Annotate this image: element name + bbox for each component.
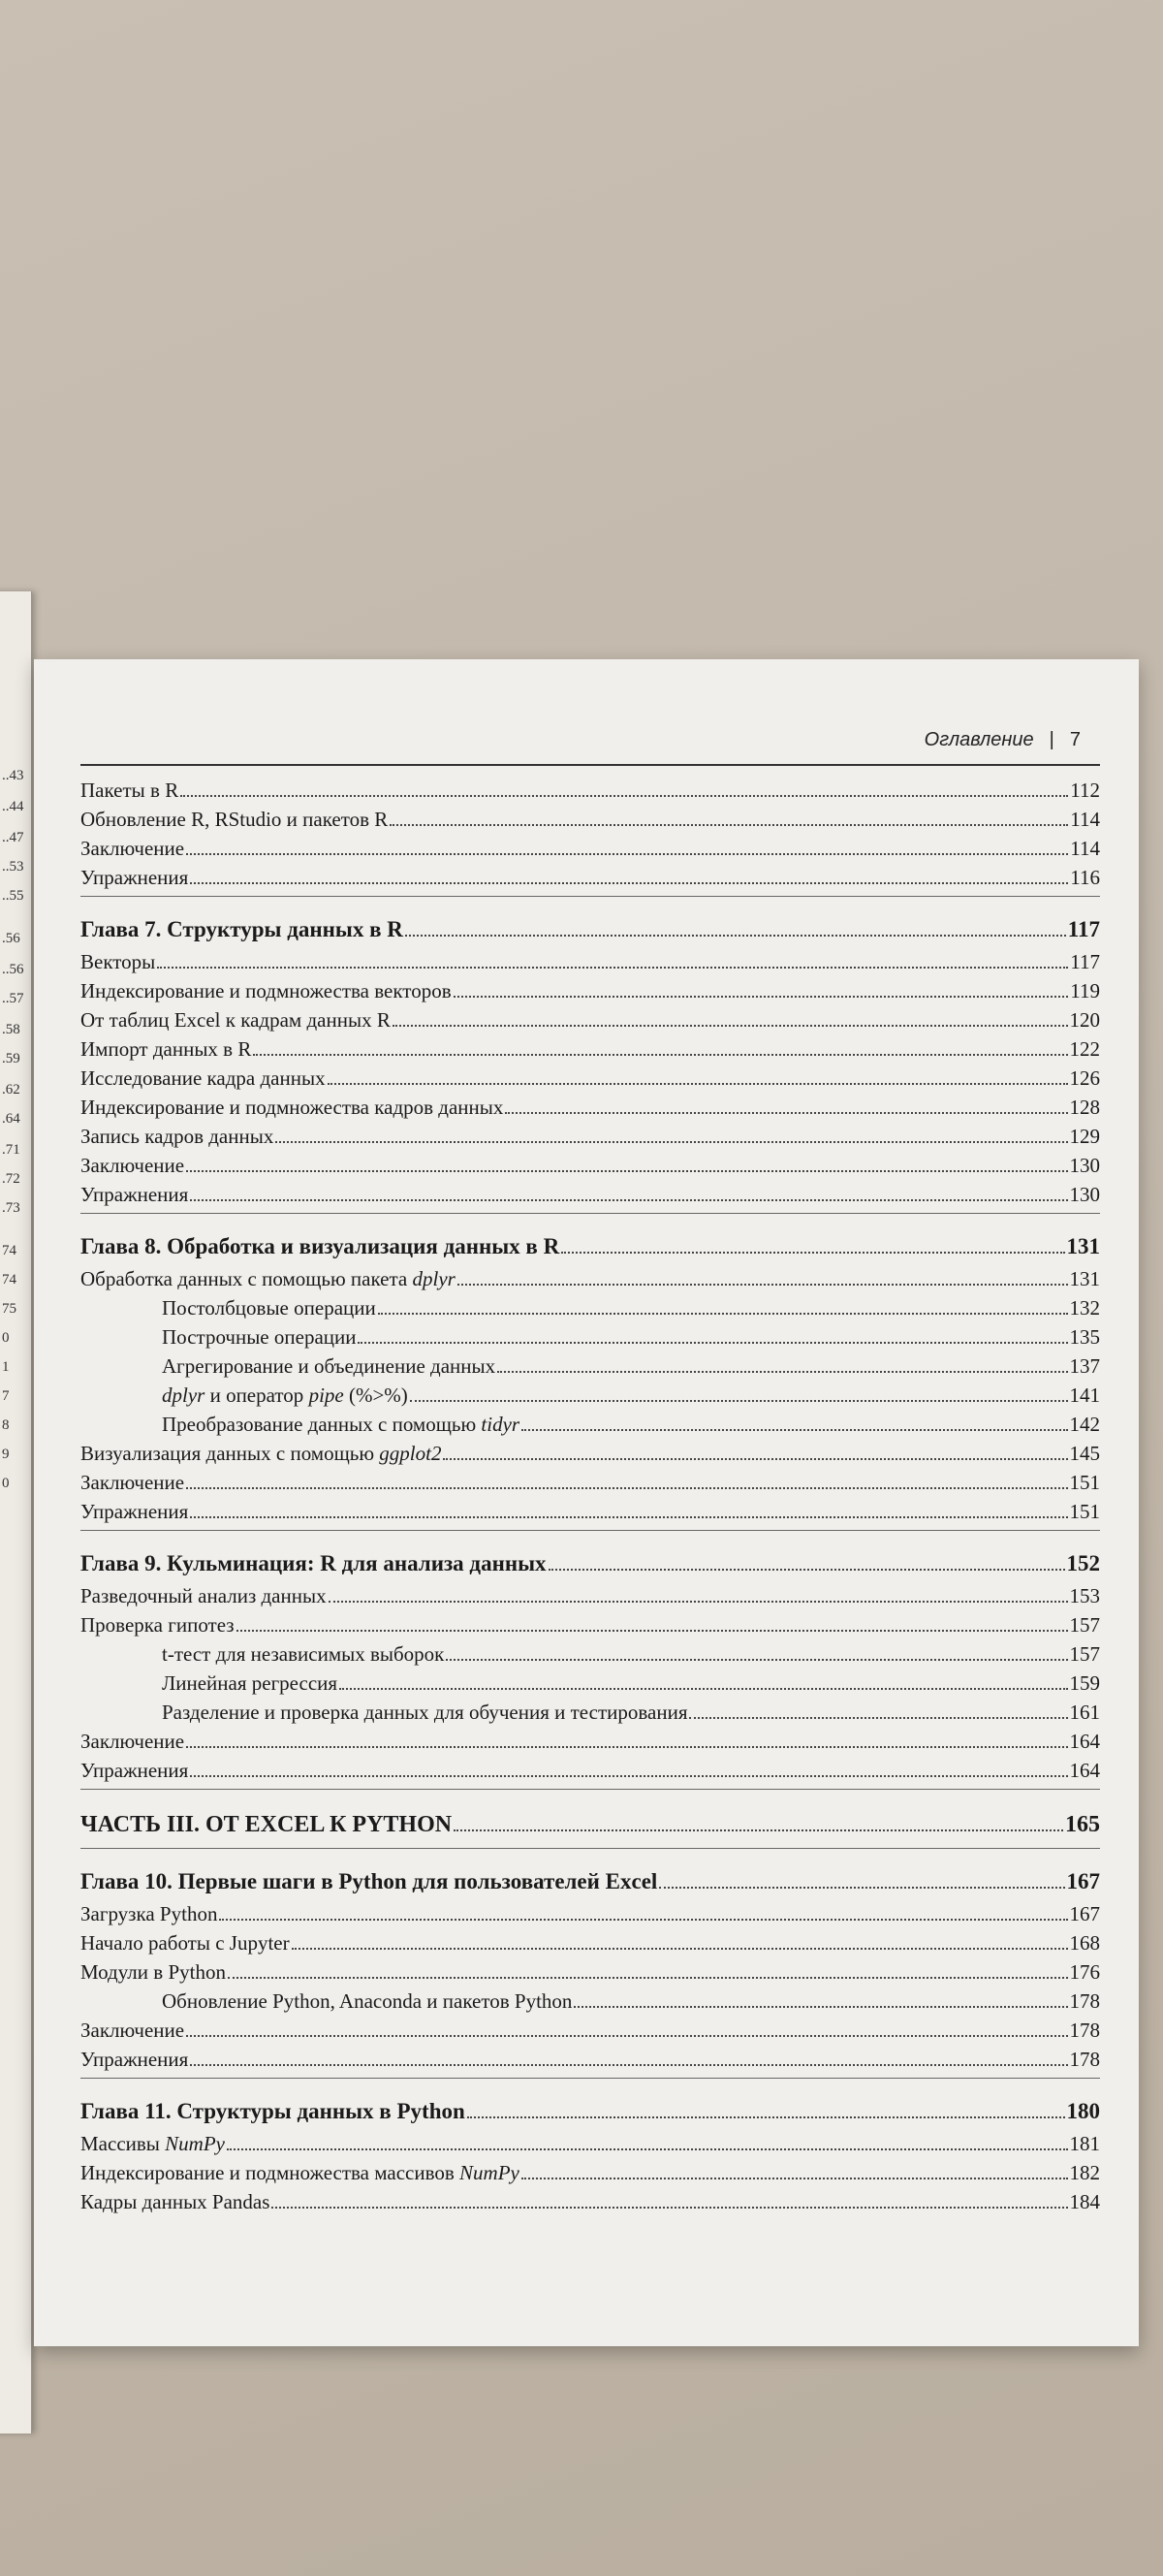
left-page-fragment: .71 bbox=[2, 1142, 20, 1158]
toc-entry: От таблиц Excel к кадрам данных R 120 bbox=[80, 1008, 1100, 1032]
table-of-contents bbox=[80, 776, 1100, 2236]
toc-chapter-8 bbox=[80, 1229, 1100, 1531]
left-page-fragment: ..57 bbox=[2, 991, 24, 1006]
chapter-heading: Глава 9. Кульминация: R для анализа данных 152 bbox=[80, 1551, 1100, 1575]
left-page-fragment: ..53 bbox=[2, 859, 24, 875]
toc-entry: Массивы NumPy 181 bbox=[80, 2132, 1100, 2155]
toc-chapter-9 bbox=[80, 1546, 1100, 1790]
toc-entry: Заключение 178 bbox=[80, 2019, 1100, 2042]
toc-subentry: dplyr и оператор pipe (%>%) 141 bbox=[162, 1383, 1100, 1407]
toc-entry: Проверка гипотез 157 bbox=[80, 1613, 1100, 1637]
toc-entry: Индексирование и подмножества кадров данных 128 bbox=[80, 1096, 1100, 1119]
toc-entry: Кадры данных Pandas 184 bbox=[80, 2190, 1100, 2213]
running-header bbox=[925, 729, 1081, 751]
toc-subentry: Преобразование данных с помощью tidyr 142 bbox=[162, 1413, 1100, 1436]
left-page-fragment: .72 bbox=[2, 1171, 20, 1187]
toc-entry: Заключение 114 bbox=[80, 837, 1100, 860]
left-page-fragment: 0 bbox=[2, 1330, 10, 1346]
left-page-fragment: 1 bbox=[2, 1359, 10, 1375]
left-page-fragment: ..43 bbox=[2, 768, 24, 783]
toc-group-r-packages bbox=[80, 776, 1100, 897]
toc-entry: Разведочный анализ данных 153 bbox=[80, 1584, 1100, 1607]
left-page-fragment: ..47 bbox=[2, 830, 24, 845]
toc-entry: Начало работы с Jupyter 168 bbox=[80, 1931, 1100, 1955]
toc-entry: Обработка данных с помощью пакета dplyr 131 bbox=[80, 1267, 1100, 1290]
book-page bbox=[34, 659, 1139, 2346]
running-header-title: Оглавление bbox=[924, 729, 1034, 750]
toc-entry: Запись кадров данных 129 bbox=[80, 1125, 1100, 1148]
toc-part-3 bbox=[80, 1805, 1100, 1849]
toc-subentry: t-тест для независимых выборок 157 bbox=[162, 1642, 1100, 1666]
header-rule bbox=[80, 764, 1100, 766]
chapter-heading: Глава 11. Структуры данных в Python 180 bbox=[80, 2099, 1100, 2123]
left-page-fragment: 7 bbox=[2, 1388, 10, 1404]
toc-subentry: Обновление Python, Anaconda и пакетов Python 178 bbox=[162, 1989, 1100, 2013]
left-page-fragment: .56 bbox=[2, 931, 20, 946]
left-page-fragment: .64 bbox=[2, 1111, 20, 1127]
toc-entry: Упражнения 116 bbox=[80, 866, 1100, 889]
left-page-fragment: ..44 bbox=[2, 799, 24, 814]
toc-subentry: Разделение и проверка данных для обучения и тестирования 161 bbox=[162, 1701, 1100, 1724]
left-page-fragment: .62 bbox=[2, 1082, 20, 1097]
toc-subentry: Постолбцовые операции 132 bbox=[162, 1296, 1100, 1320]
chapter-heading: Глава 10. Первые шаги в Python для пользователей Excel 167 bbox=[80, 1869, 1100, 1893]
toc-entry: Индексирование и подмножества векторов 119 bbox=[80, 979, 1100, 1002]
toc-entry: Пакеты в R 112 bbox=[80, 779, 1100, 802]
left-page-fragment: 0 bbox=[2, 1476, 10, 1491]
left-page-fragment: 74 bbox=[2, 1243, 16, 1258]
left-page-fragment: ..56 bbox=[2, 962, 24, 977]
toc-entry: Индексирование и подмножества массивов NumPy 182 bbox=[80, 2161, 1100, 2184]
left-page-fragment: 74 bbox=[2, 1272, 16, 1288]
left-page-fragment: ..55 bbox=[2, 888, 24, 904]
left-page-fragment: 9 bbox=[2, 1447, 10, 1462]
toc-entry: Загрузка Python 167 bbox=[80, 1902, 1100, 1925]
toc-entry: Упражнения 164 bbox=[80, 1759, 1100, 1782]
toc-subentry: Агрегирование и объединение данных 137 bbox=[162, 1354, 1100, 1378]
toc-chapter-11 bbox=[80, 2094, 1100, 2220]
toc-subentry: Построчные операции 135 bbox=[162, 1325, 1100, 1349]
toc-entry: Модули в Python 176 bbox=[80, 1960, 1100, 1984]
toc-entry: Упражнения 151 bbox=[80, 1500, 1100, 1523]
left-page-edge bbox=[0, 591, 32, 2433]
toc-entry: Упражнения 130 bbox=[80, 1183, 1100, 1206]
left-page-fragment: .73 bbox=[2, 1200, 20, 1216]
page-number: 7 bbox=[1069, 729, 1081, 750]
chapter-heading: Глава 7. Структуры данных в R 117 bbox=[80, 917, 1100, 941]
toc-entry: Заключение 164 bbox=[80, 1730, 1100, 1753]
toc-entry: Заключение 151 bbox=[80, 1471, 1100, 1494]
toc-entry: Импорт данных в R 122 bbox=[80, 1037, 1100, 1061]
toc-entry: Обновление R, RStudio и пакетов R 114 bbox=[80, 808, 1100, 831]
toc-entry: Исследование кадра данных 126 bbox=[80, 1066, 1100, 1090]
left-page-fragment: .58 bbox=[2, 1022, 20, 1037]
left-page-fragment: 75 bbox=[2, 1301, 16, 1317]
toc-entry: Векторы 117 bbox=[80, 950, 1100, 973]
part-heading: ЧАСТЬ III. ОТ EXCEL К PYTHON 165 bbox=[80, 1812, 1100, 1837]
chapter-heading: Глава 8. Обработка и визуализация данных в R 131 bbox=[80, 1234, 1100, 1258]
toc-chapter-7 bbox=[80, 912, 1100, 1214]
toc-entry: Упражнения 178 bbox=[80, 2048, 1100, 2071]
toc-subentry: Линейная регрессия 159 bbox=[162, 1671, 1100, 1695]
toc-chapter-10 bbox=[80, 1864, 1100, 2079]
toc-entry: Заключение 130 bbox=[80, 1154, 1100, 1177]
toc-entry: Визуализация данных с помощью ggplot2 145 bbox=[80, 1442, 1100, 1465]
header-separator: | bbox=[1049, 729, 1054, 750]
left-page-fragment: 8 bbox=[2, 1417, 10, 1433]
left-page-fragment: .59 bbox=[2, 1051, 20, 1066]
